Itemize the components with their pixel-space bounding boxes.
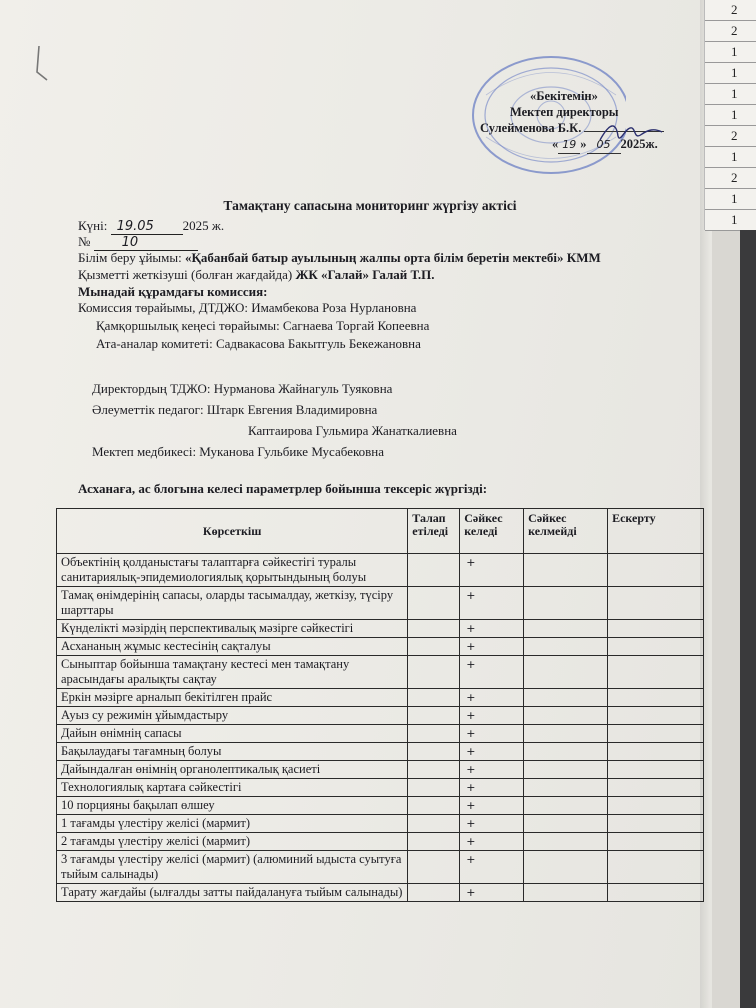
commission-heading: Мынадай құрамдағы комиссия: [78,284,268,299]
empty-cell [408,587,460,620]
indicator-cell: Технологиялық картаға сәйкестігі [57,779,408,797]
empty-cell [608,638,704,656]
empty-cell [608,797,704,815]
empty-cell [608,689,704,707]
table-row [57,587,704,620]
empty-cell [524,620,608,638]
empty-cell [524,797,608,815]
column-header: Ескерту [608,509,704,554]
approval-role: Мектеп директоры [510,105,619,119]
approval-block: «Бекітемін» Мектеп директоры Сулейменова Б.К. « 19 » 05 2025ж. [480,88,664,154]
empty-cell [524,743,608,761]
empty-cell [608,554,704,587]
empty-cell [408,656,460,689]
member-line: Әлеуметтік педагог: Штарк Евгения Владимировна [92,402,378,417]
empty-cell [608,815,704,833]
indicator-cell: Ауыз су режимін ұйымдастыру [57,707,408,725]
empty-cell [524,884,608,902]
empty-cell [608,851,704,884]
member-line: Каптаирова Гульмира Жанаткалиевна [248,423,457,438]
empty-cell [408,815,460,833]
pencil-mark-icon [25,42,55,82]
empty-cell [524,725,608,743]
empty-cell [524,761,608,779]
indicator-cell: Сыныптар бойынша тамақтану кестесі мен тамақтану арасындағы аралықты сақтау [57,656,408,689]
table-row [57,833,704,851]
member-line: Директордың ТДЖО: Нурманова Жайнагуль Туяковна [92,381,393,396]
empty-cell [608,620,704,638]
compliance-mark: + [460,587,524,620]
member-line: Мектеп медбикесі: Муканова Гульбике Мусабековна [92,444,384,459]
compliance-mark: + [460,884,524,902]
compliance-mark: + [460,707,524,725]
empty-cell [608,779,704,797]
school-value: «Қабанбай батыр ауылының жалпы орта білім беретін мектебі» КММ [184,250,601,265]
compliance-mark: + [460,620,524,638]
school-label: Білім беру ұйымы: [78,250,182,265]
empty-cell [408,638,460,656]
supplier-line [78,267,435,283]
empty-cell [408,689,460,707]
empty-cell [608,761,704,779]
indicator-cell: 1 тағамды үлестіру желісі (мармит) [57,815,408,833]
empty-cell [524,851,608,884]
approval-title: «Бекітемін» [530,89,598,103]
check-table [56,508,704,902]
compliance-mark: + [460,851,524,884]
empty-cell [524,833,608,851]
indicator-cell: Асхананың жұмыс кестесінің сақталуы [57,638,408,656]
compliance-mark: + [460,725,524,743]
compliance-mark: + [460,797,524,815]
empty-cell [408,707,460,725]
indicator-cell: Тамақ өнімдерінің сапасы, оларды тасымалдау, жеткізу, түсіру шарттары [57,587,408,620]
compliance-mark: + [460,656,524,689]
table-row [57,851,704,884]
compliance-mark: + [460,833,524,851]
indicator-cell: Тарату жағдайы (ылғалды затты пайдалануға тыйым салынады) [57,884,408,902]
approval-month: 05 [587,137,621,154]
indicator-cell: Еркін мәзірге арналып бекітілген прайс [57,689,408,707]
indicator-cell: 10 порцияны бақылап өлшеу [57,797,408,815]
empty-cell [408,743,460,761]
background-surface [740,230,756,1008]
date-suffix: 2025 ж. [182,218,225,233]
column-header: Сәйкес келмейді [524,509,608,554]
indicator-cell: 3 тағамды үлестіру желісі (мармит) (алюминий ыдыста суытуға тыйым салынады) [57,851,408,884]
empty-cell [524,554,608,587]
approval-year: 2025ж. [620,137,658,151]
empty-cell [524,638,608,656]
empty-cell [408,779,460,797]
table-row [57,725,704,743]
indicator-cell: Бақылаудағы тағамның болуы [57,743,408,761]
number-value: 10 [94,235,198,251]
table-row [57,620,704,638]
empty-cell [608,833,704,851]
indicator-cell: Дайындалған өнімнің органолептикалық қасиеті [57,761,408,779]
school-line [78,250,601,266]
table-row [57,884,704,902]
table-row [57,656,704,689]
table-row [57,743,704,761]
table-row [57,815,704,833]
table-row [57,707,704,725]
empty-cell [524,689,608,707]
empty-cell [408,833,460,851]
empty-cell [608,725,704,743]
table-row [57,554,704,587]
supplier-label: Қызметті жеткізуші (болған жағдайда) [78,267,293,282]
empty-cell [408,884,460,902]
table-row [57,779,704,797]
empty-cell [408,851,460,884]
empty-cell [524,707,608,725]
compliance-mark: + [460,689,524,707]
empty-cell [608,587,704,620]
empty-cell [524,587,608,620]
signature-icon [596,118,666,148]
empty-cell [608,743,704,761]
supplier-value: ЖК «Галай» Галай Т.П. [295,267,435,282]
empty-cell [608,656,704,689]
document-title: Тамақтану сапасына мониторинг жүргізу актісі [223,198,517,213]
member-line: Ата-аналар комитеті: Садвакасова Бакытгуль Бекежановна [96,336,421,351]
member-line: Комиссия төрайымы, ДТДЖО: Имамбекова Роза Нурлановна [78,300,417,315]
indicator-cell: Объектінің қолданыстағы талаптарға сәйкестігі туралы санитариялық-эпидемиологиялық қорытындының болуы [57,554,408,587]
compliance-mark: + [460,743,524,761]
empty-cell [408,554,460,587]
approval-day: 19 [558,137,580,154]
check-intro: Асханаға, ас блогына келесі параметрлер бойынша тексеріс жүргізді: [78,481,488,496]
compliance-mark: + [460,638,524,656]
compliance-mark: + [460,779,524,797]
compliance-mark: + [460,761,524,779]
table-row [57,761,704,779]
empty-cell [608,884,704,902]
approval-name: Сулейменова Б.К. [480,121,582,135]
table-row [57,689,704,707]
indicator-cell: Дайын өнімнің сапасы [57,725,408,743]
table-row [57,638,704,656]
empty-cell [408,620,460,638]
table-header-row [57,509,704,554]
empty-cell [524,779,608,797]
compliance-mark: + [460,554,524,587]
indicator-cell: 2 тағамды үлестіру желісі (мармит) [57,833,408,851]
table-row [57,797,704,815]
empty-cell [524,815,608,833]
empty-cell [408,797,460,815]
member-line: Қамқоршылық кеңесі төрайымы: Сагнаева Торгай Копеевна [96,318,430,333]
date-line [78,218,224,235]
empty-cell [408,725,460,743]
date-label: Күні: [78,218,108,233]
number-label: № [78,234,91,249]
column-header: Сәйкес келеді [460,509,524,554]
indicator-cell: Күнделікті мәзірдің перспективалық мәзірге сәйкестігі [57,620,408,638]
number-line [78,234,198,251]
compliance-mark: + [460,815,524,833]
empty-cell [408,761,460,779]
empty-cell [524,656,608,689]
empty-cell [608,707,704,725]
date-value: 19.05 [111,219,183,235]
column-header: Көрсеткіш [57,509,408,554]
underlying-page: 2 2 1 1 1 1 2 1 2 1 1 [704,0,756,230]
column-header: Талап етіледі [408,509,460,554]
